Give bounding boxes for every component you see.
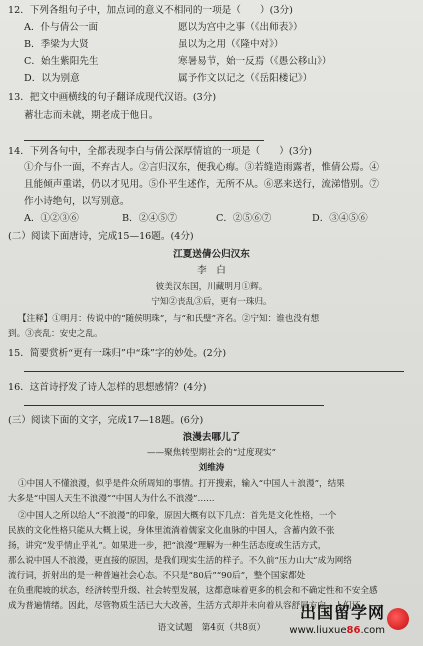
- article-title: 浪漫去哪儿了: [182, 432, 241, 443]
- q12-stem: 12．下列各组句子中，加点词的意义不相同的一项是（ ）(3分): [8, 5, 293, 16]
- para-1-line-2: 大多是“中国人天生不浪漫”“中国人为什么不浪漫”……: [8, 494, 215, 504]
- article-subtitle: ——聚焦转型期社会的“过度现实”: [146, 448, 277, 458]
- q12-option-c-ref: 寒暑易节，始一反焉（《愚公移山》）: [178, 56, 332, 67]
- q12-option-b-ref: 虽以为之用（《隆中对》）: [178, 39, 284, 50]
- para-2-line-3: 扬，讲究“发乎情止乎礼”。如果进一步，把“浪漫”理解为一种生活态度或生活方式，: [8, 541, 327, 551]
- poem-author: 李 白: [197, 265, 226, 276]
- q13-stem: 13．把文中画横线的句子翻译成现代汉语。(3分): [8, 92, 217, 103]
- poem-title: 江夏送倩公归汉东: [173, 249, 250, 260]
- watermark-url-number: 86: [346, 625, 361, 636]
- q15-answer-line: [24, 371, 404, 372]
- poem-line-1: 彼美汉东国，川藏明月①辉。: [155, 282, 268, 292]
- watermark-url-prefix: www.liuxue: [289, 625, 347, 636]
- q13-sentence: 蓄壮志而未就，期老成于他日。: [24, 110, 159, 121]
- section-2-header: (二）阅读下面唐诗，完成15—16题。(4分): [8, 231, 194, 242]
- poem-line-2: 宁知②丧乱③后，更有一珠归。: [151, 297, 272, 307]
- q14-line-2: 且能倾声重诺，仍以才见用。⑤仆平生述作，无所不从。⑥恶来送行，流涕惜别。⑦: [24, 179, 379, 190]
- q14-line-1: ①介与仆一面，不弃古人。②言归汉东，便我心痗。③若缝造雨露者，惟倩公焉。④: [24, 162, 379, 173]
- q12-option-c: C．始生紫阳先生: [24, 56, 99, 67]
- q14-option-b: B．②④⑤⑦: [122, 213, 178, 224]
- watermark: [265, 603, 415, 640]
- q14-option-d: D．③④⑤⑥: [312, 213, 368, 224]
- section-3-header: (三）阅读下面的文字，完成17—18题。(6分): [8, 415, 204, 426]
- q12-option-a: A．仆与倩公一面: [24, 22, 99, 33]
- q15-stem: 15．简要赏析“更有一珠归”中“珠”字的妙处。(2分): [8, 348, 227, 359]
- para-2-line-6: 在负重爬坡的状态，经济转型升级、社会转型发展，这都意味着更多的机会和不确定性和不安全感: [8, 586, 378, 596]
- poem-note-2: 到。③丧乱：安史之乱。: [8, 329, 103, 339]
- q14-line-3: 作小诗绝句，以写别意。: [24, 196, 130, 207]
- q12-option-d: D．以为别意: [24, 73, 80, 84]
- page-footer: 语文试题 第4页（共8页）: [157, 623, 266, 633]
- q16-answer-line: [24, 405, 324, 406]
- q14-stem: 14．下列各句中，全都表现李白与倩公深厚情谊的一项是（ ）(3分): [8, 146, 313, 157]
- para-1-line-1: ①中国人不懂浪漫，似乎是件众所周知的事情。打开搜索，输入“中国人＋浪漫”，结果: [18, 479, 345, 489]
- para-2-line-5: 流行词，折射出的是一种普遍社会心态。不只是“80后”“90后”，整个国家都处: [8, 571, 306, 581]
- watermark-logo-icon: [387, 608, 409, 630]
- article-author: 刘维涛: [198, 463, 225, 473]
- para-2-line-7: 成为普遍情绪。因此，尽管物质生活已大大改善，生活方式却并未向着从容舒展方向，人们还: [8, 601, 361, 611]
- watermark-url-suffix: .com: [360, 625, 385, 636]
- q16-stem: 16．这首诗抒发了诗人怎样的思想感情？(4分): [8, 382, 207, 393]
- q12-option-a-ref: 愿以为宫中之事（《出师表》）: [178, 22, 303, 33]
- q13-answer-line: [24, 140, 264, 141]
- para-2-line-1: ②中国人之所以给人“不浪漫”的印象，原因大概有以下几点：首先是文化性格，一个: [18, 511, 337, 521]
- poem-note-1: 【注释】①明月：传说中的“随侯明珠”，与“和氏璧”齐名。②宁知：谁也没有想: [18, 314, 320, 324]
- para-2-line-2: 民族的文化性格只能从大概上说，身体里流淌着儒家文化血脉的中国人，含蓄内敛不张: [8, 526, 335, 536]
- para-2-line-4: 那么说中国人不浪漫，更直接的原因，是我们现实生活的样子。不久前“压力山大”成为网络: [8, 556, 352, 566]
- q14-option-c: C．②⑤⑥⑦: [216, 213, 272, 224]
- watermark-title: 出国留学网: [299, 603, 385, 622]
- q12-option-b: B．季梁为大贤: [24, 39, 89, 50]
- q14-option-a: A．①②③⑥: [24, 213, 79, 224]
- watermark-url: [289, 625, 385, 636]
- q12-option-d-ref: 属予作文以记之（《岳阳楼记》）: [178, 73, 313, 84]
